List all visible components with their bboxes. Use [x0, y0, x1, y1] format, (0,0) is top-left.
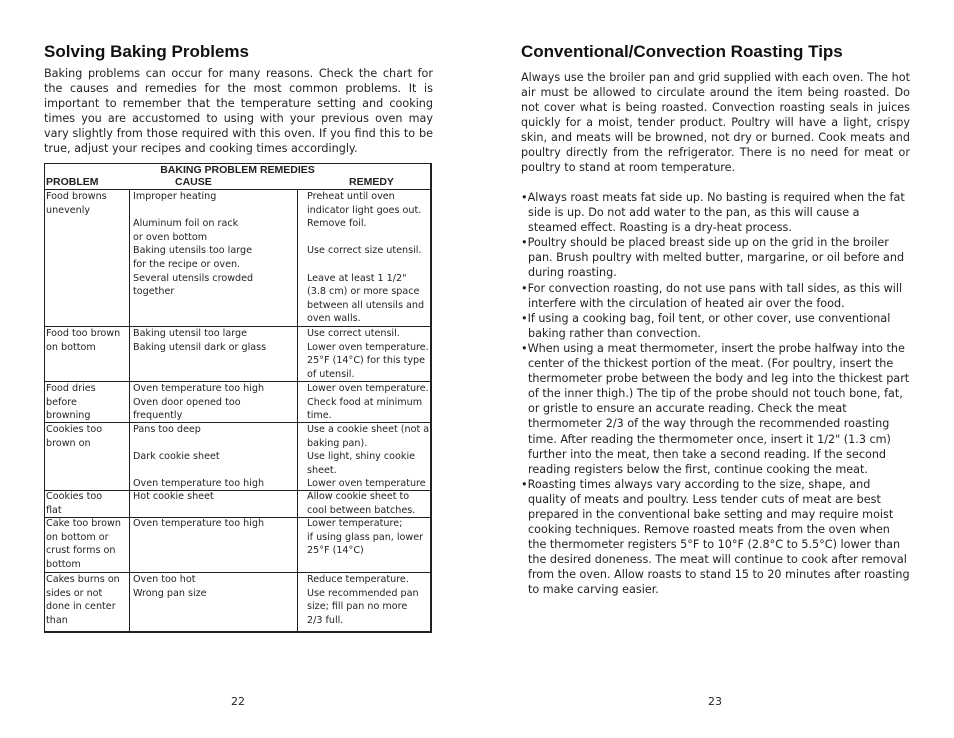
- problem-cell: Cookies too flat: [46, 491, 103, 516]
- list-item: •If using a cooking bag, foil tent, or other cover, use conventional baking rather than convection.: [521, 311, 891, 340]
- cause-cell: Pans too deep Dark cookie sheet Oven temperature too high: [133, 424, 265, 490]
- cause-cell: Oven temperature too high: [133, 518, 265, 529]
- table-caption: BAKING PROBLEM REMEDIES: [160, 164, 315, 176]
- tips-list: [521, 190, 910, 598]
- remedy-cell: Use correct utensil. Lower oven temperature. 25°F (14°C) for this type of utensil.: [307, 328, 429, 380]
- page-number: 23: [708, 695, 722, 708]
- cause-cell: Oven temperature too high Oven door opened too frequently: [133, 383, 265, 422]
- cause-cell: Hot cookie sheet: [133, 491, 214, 502]
- page-title: Solving Baking Problems: [44, 42, 249, 61]
- list-item: •Always roast meats fat side up. No basting is required when the fat side is up. Do not add water to the pan, as this will cause a steamed effect. Roasting is a dry-heat process.: [521, 191, 905, 235]
- cause-cell: Improper heating Aluminum foil on rack or oven bottom Baking utensils too large for the recipe or oven. Several utensils crowded together: [133, 191, 254, 298]
- list-item: •Poultry should be placed breast side up on the grid in the broiler pan. Brush poultry with melted butter, margarine, or oil before and during roasting.: [521, 236, 905, 280]
- list-item: •When using a meat thermometer, insert the probe halfway into the center of the thickest portion of the meat. (For poultry, insert the thermometer probe between the body and leg into the thickest part of the inner thigh.) The tip of the probe should not touch bone, fat, or gristle to ensure an accurate reading. Check the meat thermometer 2/3 of the way through the recommended roasting time. After reading the thermometer once, insert it 1/2" (1.3 cm) further into the meat, then take a second reading. If the second reading registers below the first, continue cooking the meat.: [521, 341, 910, 476]
- page-number: 22: [231, 695, 245, 708]
- problem-cell: Cookies too brown on: [46, 424, 103, 449]
- remedy-cell: Use a cookie sheet (not a baking pan). Use light, shiny cookie sheet. Lower oven temperature: [307, 424, 430, 490]
- cause-cell: Baking utensil too large Baking utensil dark or glass: [133, 328, 267, 353]
- intro-paragraph: Always use the broiler pan and grid supplied with each oven. The hot air must be allowed to circulate around the item being roasted. Do not cover what is being roasted. Convection roasting seals in juices quickly for a moist, tender product. Poultry will have a light, crispy skin, and meats will be browned, not dry or burned. Cook meats and poultry directly from the refrigerator. There is no need for meat or poultry to stand at room temperature.: [521, 71, 910, 174]
- intro-paragraph: Baking problems can occur for many reasons. Check the chart for the causes and remedies for the most common problems. It is important to remember that the temperature setting and cooking times you are accustomed to using with your previous oven may vary slightly from those required with this oven. If you find this to be true, adjust your recipes and cooking times accordingly.: [44, 67, 433, 155]
- problem-cell: Cake too brown on bottom or crust forms on bottom: [46, 518, 121, 570]
- remedy-cell: Preheat until oven indicator light goes out. Remove foil. Use correct size utensil. Leave at least 1 1/2" (3.8 cm) or more space between all utensils and oven walls.: [307, 191, 425, 325]
- baking-problem-table: [44, 163, 432, 633]
- page-title: Conventional/Convection Roasting Tips: [521, 42, 843, 61]
- header-problem: PROBLEM: [46, 176, 99, 188]
- problem-cell: Food too brown on bottom: [46, 328, 121, 353]
- problem-cell: Food browns unevenly: [46, 191, 107, 216]
- cause-cell: Oven too hot Wrong pan size: [133, 574, 207, 599]
- problem-cell: Food dries before browning: [46, 383, 96, 422]
- remedy-cell: Allow cookie sheet to cool between batches.: [307, 491, 416, 516]
- problem-cell: Cakes burns on sides or not done in center than: [46, 574, 120, 626]
- remedy-cell: Lower oven temperature. Check food at minimum time.: [307, 383, 429, 422]
- list-item: •Roasting times always vary according to the size, shape, and quality of meats and poultry. Less tender cuts of meat are best prepared in the conventional bake setting and may require moist cooking techniques. Remove roasted meats from the oven when the thermometer registers 5°F to 10°F (2.8°C to 5.5°C) lower than the desired doneness. The meat will continue to cook after removal from the oven. Allow roasts to stand 15 to 20 minutes after roasting to make carving easier.: [521, 477, 910, 597]
- header-cause: CAUSE: [175, 176, 212, 188]
- remedy-cell: Lower temperature; if using glass pan, lower 25°F (14°C): [307, 518, 424, 557]
- list-item: •For convection roasting, do not use pans with tall sides, as this will interfere with the circulation of heated air over the food.: [521, 281, 903, 310]
- header-remedy: REMEDY: [349, 176, 394, 188]
- remedy-cell: Reduce temperature. Use recommended pan size; fill pan no more 2/3 full.: [307, 574, 419, 626]
